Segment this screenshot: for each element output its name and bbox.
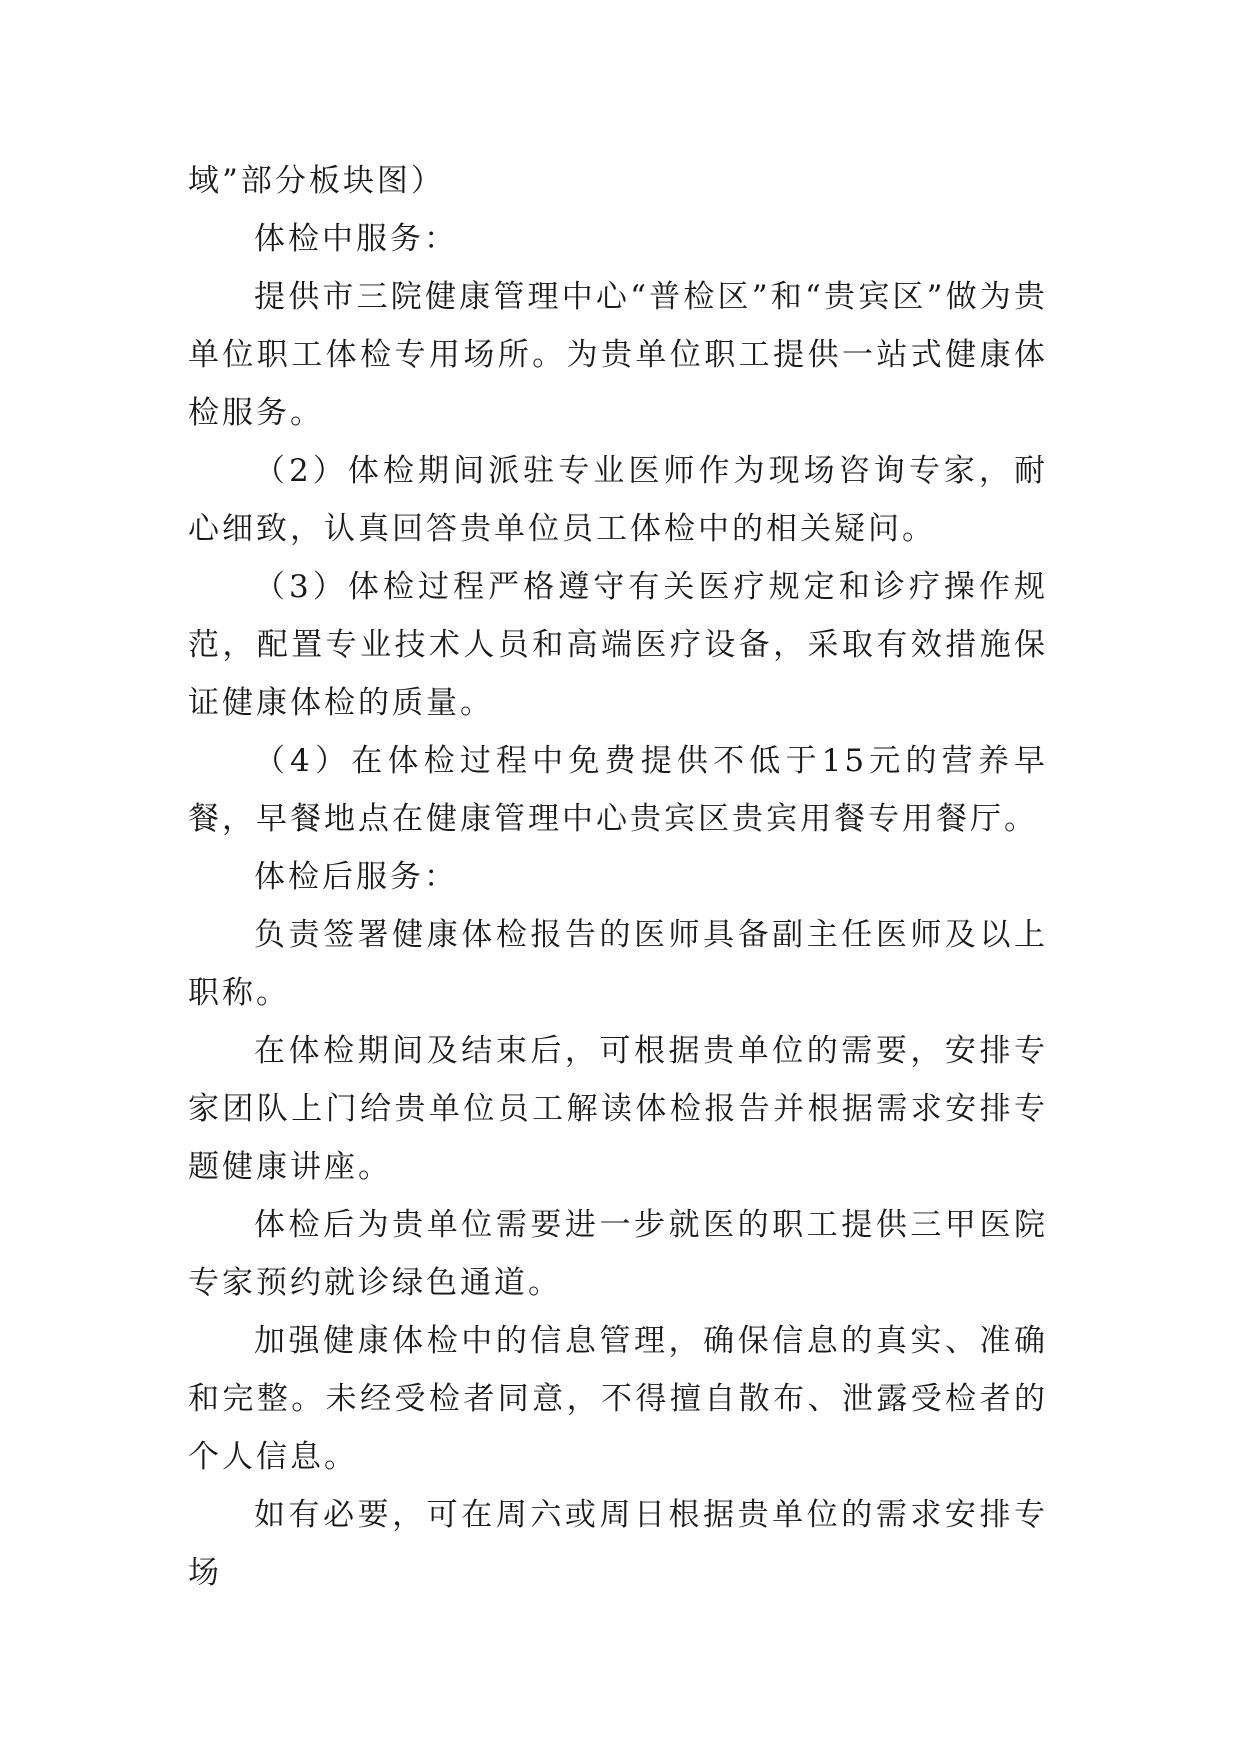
paragraph: 负责签署健康体检报告的医师具备副主任医师及以上职称。 [188, 917, 1048, 1011]
document-body [188, 152, 1048, 1602]
paragraph: 加强健康体检中的信息管理，确保信息的真实、准确和完整。未经受检者同意，不得擅自散布、泄露受检者的个人信息。 [188, 1323, 1048, 1475]
paragraph: 提供市三院健康管理中心“普检区”和“贵宾区”做为贵单位职工体检专用场所。为贵单位职工提供一站式健康体检服务。 [188, 279, 1048, 431]
section-heading-after-exam: 体检后服务： [254, 859, 458, 895]
paragraph-continuation: 域”部分板块图） [188, 163, 445, 199]
paragraph: （3）体检过程严格遵守有关医疗规定和诊疗操作规范，配置专业技术人员和高端医疗设备，采取有效措施保证健康体检的质量。 [188, 569, 1048, 721]
paragraph: 在体检期间及结束后，可根据贵单位的需要，安排专家团队上门给贵单位员工解读体检报告并根据需求安排专题健康讲座。 [188, 1033, 1048, 1185]
paragraph: （4）在体检过程中免费提供不低于15元的营养早餐，早餐地点在健康管理中心贵宾区贵宾用餐专用餐厅。 [188, 743, 1048, 837]
section-heading-during-exam: 体检中服务： [254, 221, 458, 257]
paragraph: 体检后为贵单位需要进一步就医的职工提供三甲医院专家预约就诊绿色通道。 [188, 1207, 1048, 1301]
paragraph: （2）体检期间派驻专业医师作为现场咨询专家，耐心细致，认真回答贵单位员工体检中的相关疑问。 [188, 453, 1048, 547]
paragraph: 如有必要，可在周六或周日根据贵单位的需求安排专场 [188, 1497, 1048, 1591]
